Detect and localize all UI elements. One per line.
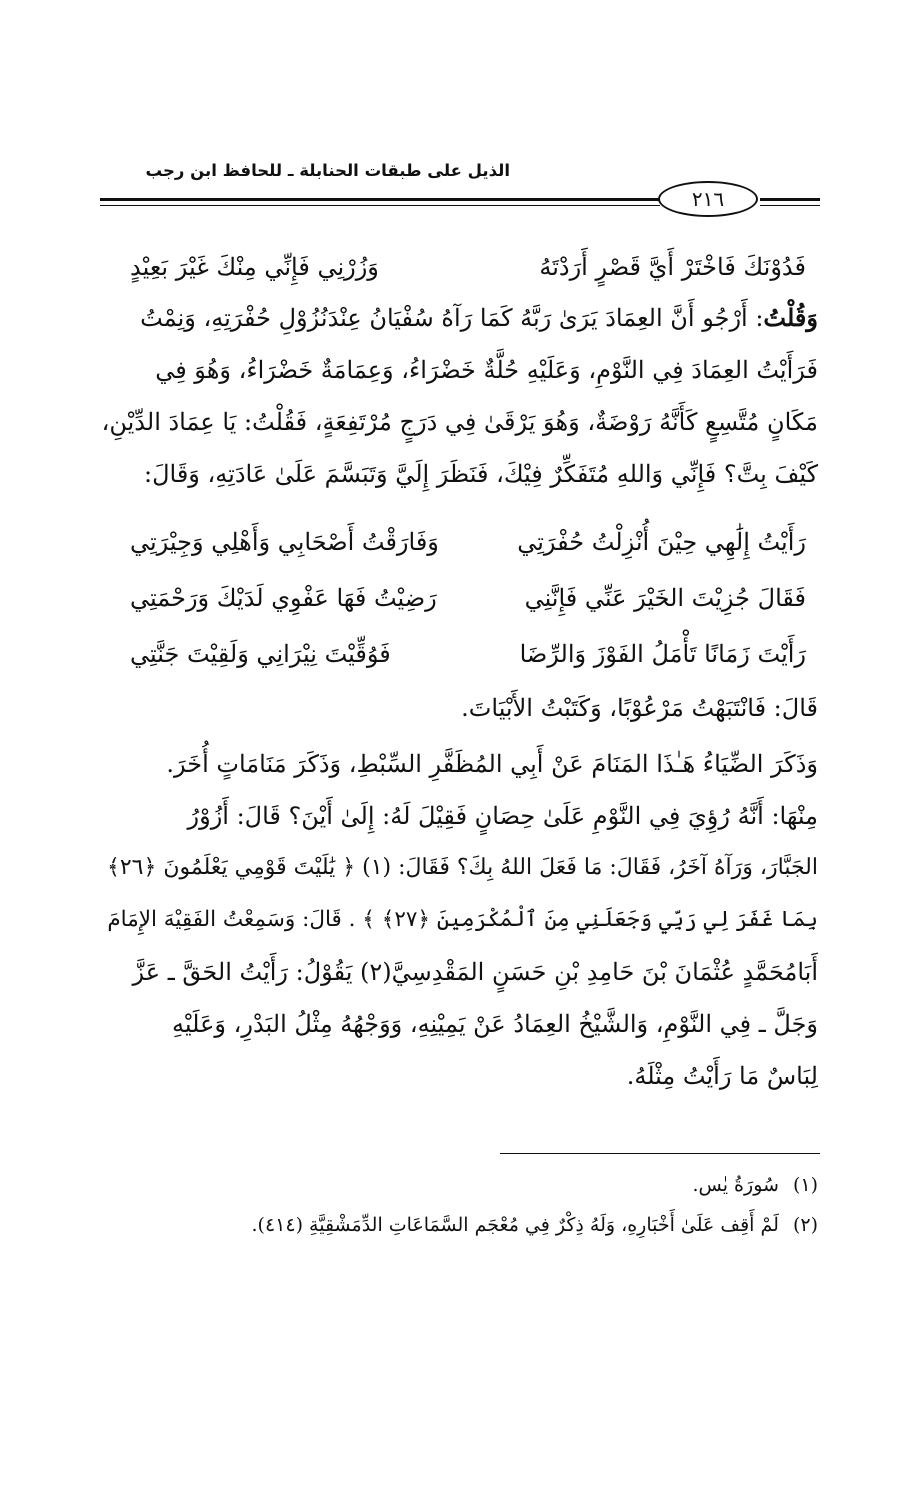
verse-1-first-hemistich: رَأَيْتُ إِلَٰهِي حِيْنَ أُنْزِلْتُ حُفْرَتِي bbox=[517, 528, 806, 556]
paragraph-1-line-2: فَرَأَيْتُ العِمَادَ فِي النَّوْمِ، وَعَلَيْهِ حُلَّةٌ خَضْرَاءُ، وَعِمَامَةٌ خَضْرَاءُ، وَهُوَ فِي bbox=[155, 356, 818, 384]
paragraph-1-line-4: كَيْفَ بِتَّ؟ فَإِنِّي وَاللهِ مُتَفَكِّرٌ فِيْكَ، فَنَظَرَ إِلَيَّ وَتَبَسَّمَ عَلَىٰ عَادَتِهِ، وَقَالَ: bbox=[144, 460, 818, 488]
header-rule-thick bbox=[100, 198, 660, 201]
header-rule-thin-right bbox=[760, 205, 820, 206]
verse-1-second-hemistich: وَفَارَقْتُ أَصْحَابِي وَأَهْلِي وَجِيْرَتِي bbox=[130, 528, 439, 556]
paragraph-4-line-4: أَبَامُحَمَّدٍ عُثْمَانَ بْنَ حَامِدِ بْنِ حَسَنٍ المَقْدِسِيَّ(٢) يَقُوْلُ: رَأَيْتُ الحَقَّ ـ عَزَّ bbox=[132, 958, 818, 986]
paragraph-3-line: وَذَكَرَ الضِّيَاءُ هَـٰذَا المَنَامَ عَنْ أَبِي المُظَفَّرِ السِّبْطِ، وَذَكَرَ مَنَامَاتٍ أُخَرَ. bbox=[166, 750, 818, 778]
paragraph-4-line-3: بِمَا غَفَرَ لِي رَبِّي وَجَعَلَنِي مِنَ ٱلْمُكْرَمِينَ ﴿٢٧﴾ ﴾ . قَالَ: وَسَمِعْتُ الفَقِيْهَ الإِمَامَ bbox=[107, 907, 818, 932]
paragraph-4-line-1: مِنْهَا: أَنَّهُ رُؤِيَ فِي النَّوْمِ عَلَىٰ حِصَانٍ فَقِيْلَ لَهُ: إِلَىٰ أَيْنَ؟ قَالَ: أَزُوْرُ bbox=[187, 802, 818, 830]
footnote-1-number: (١) bbox=[792, 1174, 818, 1196]
verse-0-first-hemistich: فَدُوْنَكَ فَاخْتَرْ أَيَّ قَصْرٍ أَرَدْتَهُ bbox=[539, 253, 806, 281]
header-rule-thick-right bbox=[760, 198, 820, 201]
paragraph-1-line-1 bbox=[140, 298, 818, 338]
header-rule-thin bbox=[100, 205, 660, 206]
footnote-1 bbox=[692, 1170, 818, 1200]
page-number: ٢١٦ bbox=[658, 181, 758, 217]
footnote-2-number: (٢) bbox=[792, 1214, 818, 1236]
verse-2-second-hemistich: رَضِيْتُ فَهَا عَفْوِي لَدَيْكَ وَرَحْمَتِي bbox=[130, 584, 437, 612]
verse-3-first-hemistich: رَأَيْتَ زَمَانًا تَأْمَلُ الفَوْزَ وَالرِّضَا bbox=[519, 640, 806, 668]
footnote-2-text: لَمْ أَقِف عَلَىٰ أَخْبَارِهِ، وَلَهُ ذِكْرٌ فِي مُعْجَم السَّمَاعَاتِ الدِّمَشْقِيَّةِ (٤١٤). bbox=[251, 1214, 779, 1236]
paragraph-lead-word: وَقُلْتُ bbox=[763, 303, 818, 332]
paragraph-4-line-5: وَجَلَّ ـ فِي النَّوْمِ، وَالشَّيْخُ العِمَادُ عَنْ يَمِيْنِهِ، وَوَجْهُهُ مِثْلُ البَدْرِ، وَعَلَيْهِ bbox=[172, 1010, 818, 1038]
footnote-separator bbox=[500, 1153, 820, 1154]
paragraph-1-line-3: مَكَانٍ مُتَّسِعٍ كَأَنَّهُ رَوْضَةٌ، وَهُوَ يَرْقَىٰ فِي دَرَجٍ مُرْتَفِعَةٍ، فَقُلْتُ: يَا عِمَادَ الدِّيْنِ، bbox=[101, 408, 818, 436]
paragraph-4-line-2: الجَبَّارَ، وَرَآهُ آخَرُ، فَقَالَ: مَا فَعَلَ اللهُ بِكَ؟ فَقَالَ: (١) ﴿ يَٰلَيْتَ قَوْمِي يَعْلَمُونَ ﴿٢٦﴾ bbox=[106, 855, 818, 880]
verse-0-second-hemistich: وَزُرْنِي فَإِنِّي مِنْكَ غَيْرَ بَعِيْدٍ bbox=[130, 253, 379, 281]
footnote-1-text: سُورَةُ يٰس. bbox=[692, 1174, 779, 1196]
verse-3-second-hemistich: فَوُقِّيْتَ نِيْرَانِي وَلَقِيْتَ جَنَّتِي bbox=[130, 640, 391, 668]
running-header-title: الذيل على طبقات الحنابلة ـ للحافظ ابن رجب bbox=[145, 161, 510, 180]
verse-2-first-hemistich: فَقَالَ جُزِيْتَ الخَيْرَ عَنِّي فَإِنَّنِي bbox=[524, 584, 806, 612]
footnote-2 bbox=[252, 1210, 819, 1240]
paragraph-2-line: قَالَ: فَانْتَبَهْتُ مَرْعُوْبًا، وَكَتَبْتُ الأَبْيَاتَ. bbox=[461, 694, 818, 722]
paragraph-1-line-1-text: : أَرْجُو أَنَّ العِمَادَ يَرَىٰ رَبَّهُ كَمَا رَآهُ سُفْيَانُ عِنْدَنُزُوْلِ حُفْرَتِهِ، وَنِمْتُ bbox=[140, 304, 764, 332]
paragraph-4-line-6: لِبَاسٌ مَا رَأَيْتُ مِثْلَهُ. bbox=[626, 1062, 818, 1090]
